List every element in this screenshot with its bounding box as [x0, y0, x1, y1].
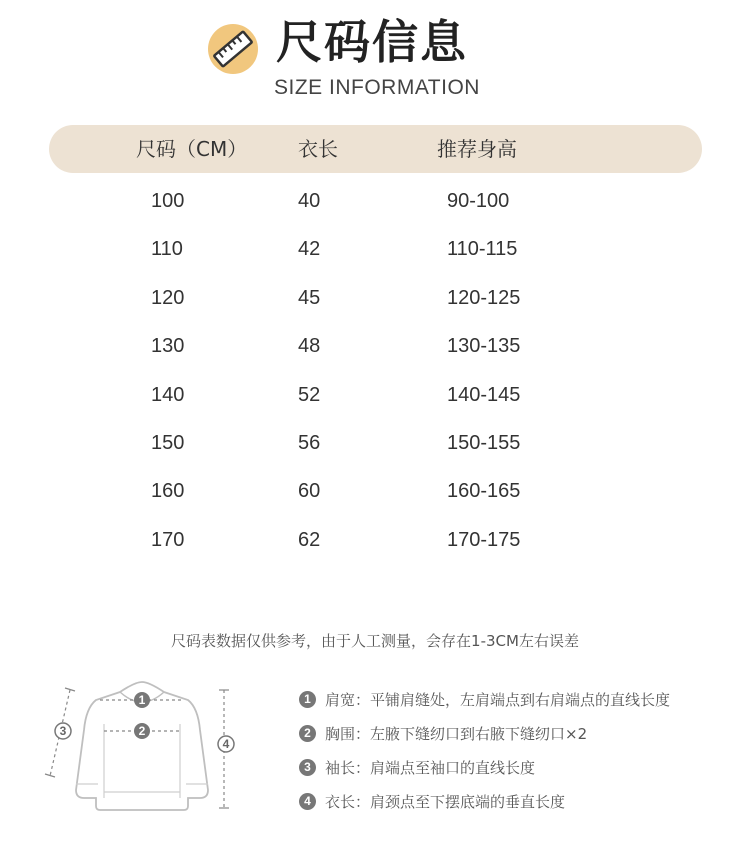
- marker-3: 3: [59, 724, 67, 738]
- legend-number: 1: [299, 691, 316, 708]
- cell-height: 120-125: [447, 287, 521, 309]
- cell-size: 160: [151, 480, 185, 502]
- cell-size: 130: [151, 335, 185, 357]
- legend-label: 胸围：: [325, 724, 371, 743]
- marker-2: 2: [138, 724, 146, 738]
- cell-height: 160-165: [447, 480, 521, 502]
- cell-length: 56: [298, 432, 321, 454]
- ruler-icon: [206, 22, 260, 76]
- legend-label: 肩宽：: [325, 690, 371, 709]
- cell-size: 150: [151, 432, 185, 454]
- cell-size: 100: [151, 190, 185, 212]
- column-header-length: 衣长: [298, 137, 338, 161]
- cell-height: 130-135: [447, 335, 521, 357]
- marker-1: 1: [138, 693, 146, 707]
- page-title: 尺码信息: [276, 15, 468, 69]
- cell-length: 40: [298, 190, 321, 212]
- legend-number: 3: [299, 759, 316, 776]
- cell-length: 62: [298, 529, 321, 551]
- cell-height: 90-100: [447, 190, 510, 212]
- sweater-outline-icon: [38, 680, 248, 830]
- cell-height: 110-115: [447, 238, 518, 260]
- legend-desc: 肩端点至袖口的直线长度: [370, 758, 536, 777]
- column-header-size: 尺码（CM）: [136, 137, 248, 161]
- cell-length: 52: [298, 384, 321, 406]
- legend-desc: 肩颈点至下摆底端的垂直长度: [370, 792, 566, 811]
- cell-length: 60: [298, 480, 321, 502]
- legend-item-sleeve: [299, 754, 535, 780]
- cell-length: 42: [298, 238, 321, 260]
- legend-number: 2: [299, 725, 316, 742]
- cell-size: 120: [151, 287, 185, 309]
- cell-size: 110: [151, 238, 183, 260]
- measurement-note: 尺码表数据仅供参考，由于人工测量，会存在1-3CM左右误差: [171, 632, 579, 650]
- legend-item-length: [299, 788, 565, 814]
- legend-desc: 左腋下缝纫口到右腋下缝纫口×2: [370, 724, 588, 743]
- page-subtitle: SIZE INFORMATION: [274, 76, 480, 99]
- legend-item-chest: [299, 720, 587, 746]
- legend-number: 4: [299, 793, 316, 810]
- cell-length: 45: [298, 287, 321, 309]
- legend-item-shoulder: [299, 686, 670, 712]
- cell-length: 48: [298, 335, 321, 357]
- column-header-height: 推荐身高: [437, 137, 517, 161]
- legend-desc: 平铺肩缝处，左肩端点到右肩端点的直线长度: [370, 690, 671, 709]
- cell-height: 150-155: [447, 432, 521, 454]
- cell-size: 140: [151, 384, 185, 406]
- cell-size: 170: [151, 529, 185, 551]
- cell-height: 170-175: [447, 529, 521, 551]
- cell-height: 140-145: [447, 384, 521, 406]
- legend-label: 衣长：: [325, 792, 371, 811]
- marker-4: 4: [222, 737, 230, 751]
- legend-label: 袖长：: [325, 758, 371, 777]
